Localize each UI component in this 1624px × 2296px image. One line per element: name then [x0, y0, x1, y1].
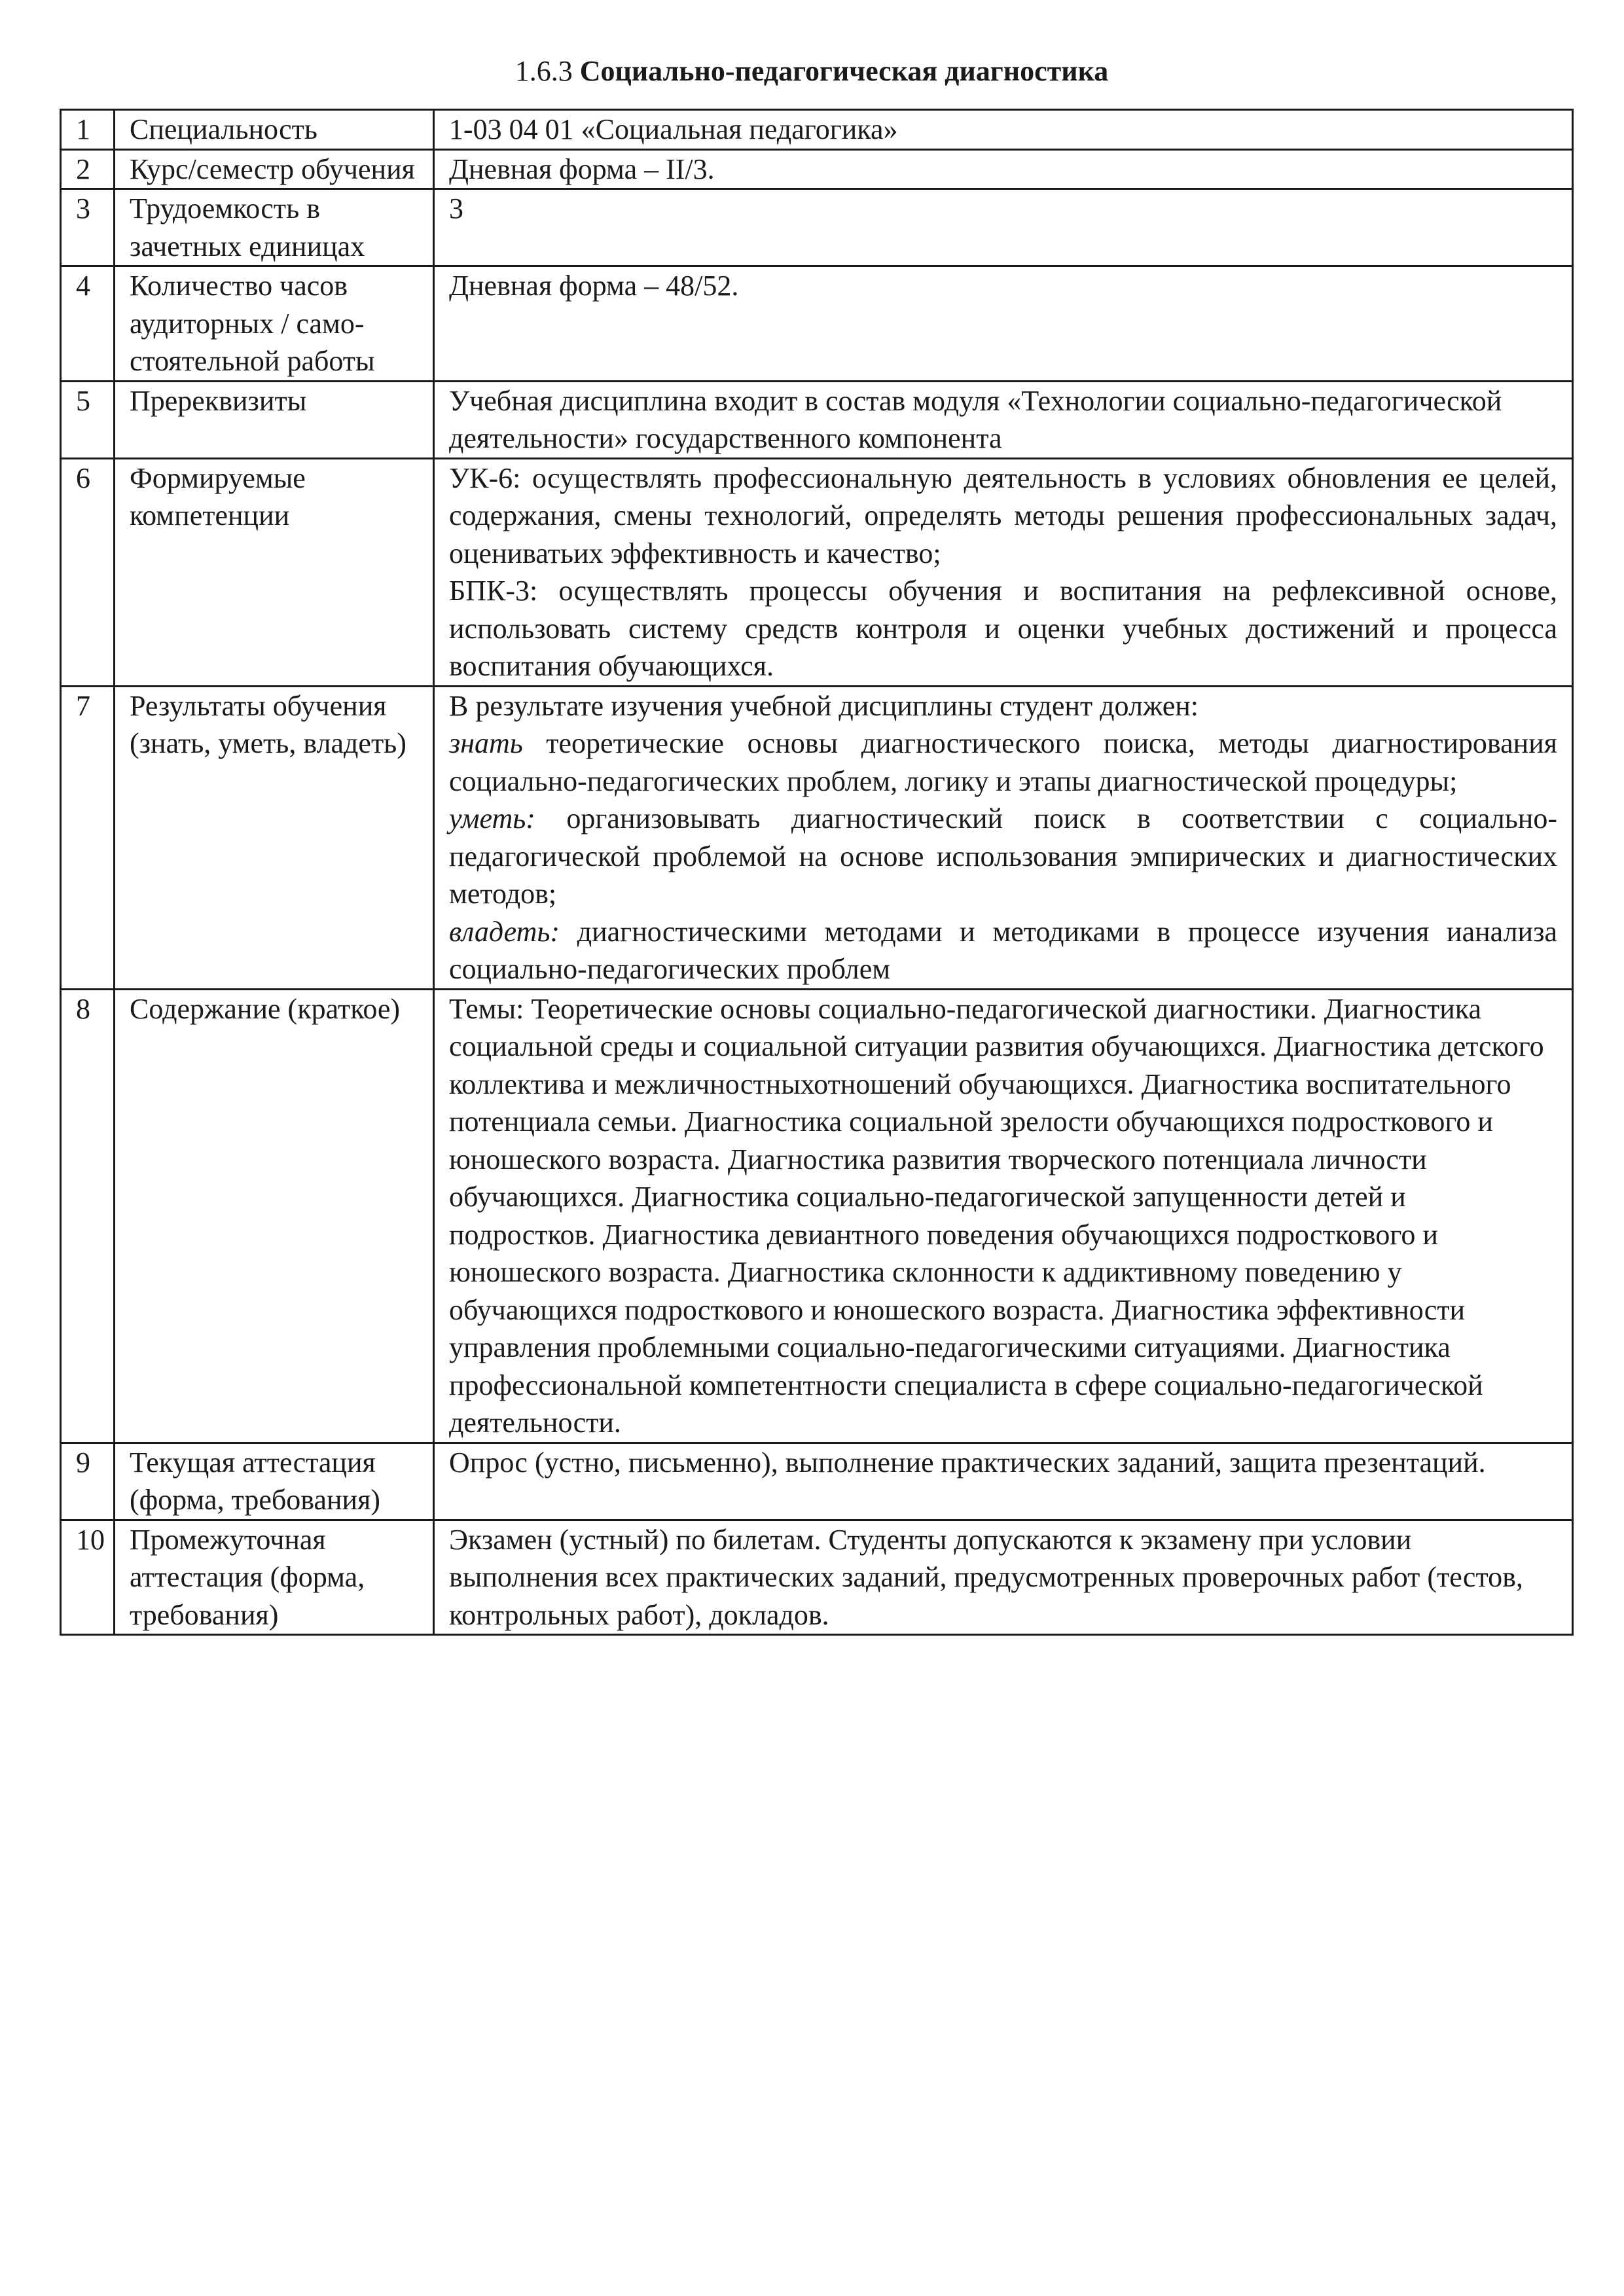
table-row — [61, 149, 1573, 189]
row-label: Количество часов аудиторных / само-стоятельной работы — [115, 266, 434, 382]
row-value — [434, 686, 1573, 989]
table-row — [61, 266, 1573, 382]
results-intro: В результате изучения учебной дисциплины студент должен: — [449, 689, 1199, 722]
row-label: Трудоемкость в зачетных единицах — [115, 189, 434, 266]
row-value: Дневная форма – 48/52. — [434, 266, 1573, 382]
title-number: 1.6.3 — [514, 55, 573, 87]
row-value: Опрос (устно, письменно), выполнение практических заданий, защита презентаций. — [434, 1443, 1573, 1520]
table-row — [61, 1520, 1573, 1635]
table-row — [61, 458, 1573, 686]
row-value: Учебная дисциплина входит в состав модуля «Технологии социально-педагогической деятельности» государственного компонента — [434, 381, 1573, 458]
competence-uk6: УК-6: осуществлять профессиональную деятельность в условиях обновления ее целей, содержания, смены технологий, определять методы решения профессиональных задач, оцениватьих эффективность и качество; — [449, 461, 1557, 569]
own-keyword: владеть: — [449, 915, 560, 948]
table-row — [61, 189, 1573, 266]
results-own — [449, 913, 1557, 988]
row-label: Содержание (краткое) — [115, 989, 434, 1443]
table-row — [61, 1443, 1573, 1520]
own-text: диагностическими методами и методиками в процессе изучения ианализа социально-педагогических проблем — [449, 915, 1557, 985]
competence-bpk3: БПК-3: осуществлять процессы обучения и воспитания на рефлексивной основе, использовать систему средств контроля и оценки учебных достижений и процесса воспитания обучающихся. — [449, 575, 1557, 682]
results-can — [449, 800, 1557, 913]
row-label: Формируемые компетенции — [115, 458, 434, 686]
results-know — [449, 725, 1557, 800]
row-value: 1-03 04 01 «Социальная педагогика» — [434, 110, 1573, 150]
row-label: Специальность — [115, 110, 434, 150]
row-number: 1 — [61, 110, 115, 150]
row-label: Курс/семестр обучения — [115, 149, 434, 189]
row-label: Промежуточная аттестация (форма, требования) — [115, 1520, 434, 1635]
know-text: теоретические основы диагностического поиска, методы диагностирования социально-педагогических проблем, логику и этапы диагностической процедуры; — [449, 727, 1557, 797]
syllabus-table — [60, 109, 1574, 1636]
row-number: 10 — [61, 1520, 115, 1635]
row-number: 9 — [61, 1443, 115, 1520]
row-label: Результаты обучения (знать, уметь, владеть) — [115, 686, 434, 989]
row-number: 8 — [61, 989, 115, 1443]
can-text: организовывать диагностический поиск в соответствии с социально-педагогической проблемой на основе использования эмпирических и диагностических методов; — [449, 802, 1557, 910]
row-value: 3 — [434, 189, 1573, 266]
row-value: Дневная форма – II/3. — [434, 149, 1573, 189]
row-number: 3 — [61, 189, 115, 266]
table-row — [61, 989, 1573, 1443]
row-value: Экзамен (устный) по билетам. Студенты допускаются к экзамену при условии выполнения всех практических заданий, предусмотренных проверочных работ (тестов, контрольных работ), докладов. — [434, 1520, 1573, 1635]
row-number: 7 — [61, 686, 115, 989]
row-value — [434, 458, 1573, 686]
row-number: 4 — [61, 266, 115, 382]
row-value: Темы: Теоретические основы социально-педагогической диагностики. Диагностика социальной среды и социальной ситуации развития обучающихся. Диагностика детского коллектива и межличностныхотношений обучающихся. Диагностика воспитательного потенциала семьи. Диагностика социальной зрелости обучающихся подросткового и юношеского возраста. Диагностика развития творческого потенциала личности обучающихся. Диагностика социально-педагогической запущенности детей и подростков. Диагностика девиантного поведения обучающихся подросткового и юношеского возраста. Диагностика склонности к аддиктивному поведению у обучающихся подросткового и юношеского возраста. Диагностика эффективности управления проблемными социально-педагогическими ситуациями. Диагностика профессиональной компетентности специалиста в сфере социально-педагогической деятельности. — [434, 989, 1573, 1443]
row-number: 5 — [61, 381, 115, 458]
table-row — [61, 381, 1573, 458]
page-title — [59, 54, 1564, 89]
table-row — [61, 110, 1573, 150]
row-number: 2 — [61, 149, 115, 189]
row-label: Текущая аттестация (форма, требования) — [115, 1443, 434, 1520]
title-text: Социально-педагогическая диагностика — [579, 55, 1109, 87]
table-row — [61, 686, 1573, 989]
can-keyword: уметь: — [449, 802, 535, 834]
know-keyword: знать — [449, 727, 523, 759]
row-label: Пререквизиты — [115, 381, 434, 458]
row-number: 6 — [61, 458, 115, 686]
